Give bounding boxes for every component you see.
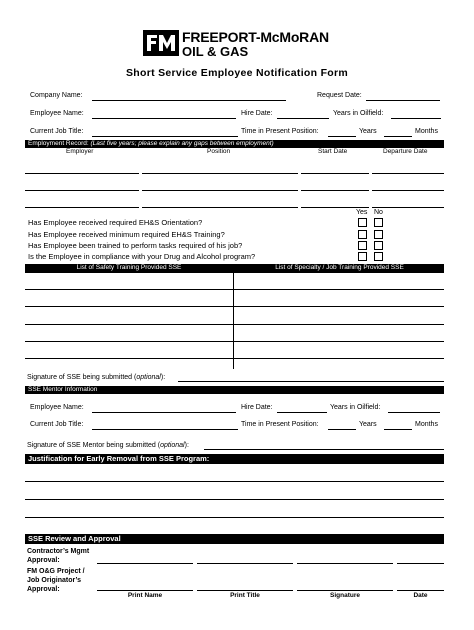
column-departure-date: Departure Date <box>383 148 428 155</box>
time-in-position-label: Time in Present Position: <box>241 128 319 135</box>
mentor-signature-field[interactable] <box>204 449 444 450</box>
employment-record-note: (Last five years; please explain any gaps between employment) <box>90 140 274 147</box>
mentor-time-months-field[interactable] <box>384 429 412 430</box>
mentor-months-label: Months <box>415 421 438 428</box>
fm-approval-label: FM O&G Project / Job Originator’s Approval: <box>27 568 85 593</box>
training-divider <box>233 273 234 369</box>
mentor-hire-date-label: Hire Date: <box>241 404 273 411</box>
column-start-date: Start Date <box>318 148 348 155</box>
column-position: Position <box>207 148 231 155</box>
safety-training-heading: List of Safety Training Provided SSE <box>76 264 182 271</box>
footer-date: Date <box>413 592 428 599</box>
no-header: No <box>374 209 383 216</box>
contractor-approval-label: Contractor’s Mgmt Approval: <box>27 548 90 564</box>
mentor-time-in-position-label: Time in Present Position: <box>241 421 319 428</box>
question-4-no-checkbox[interactable] <box>374 252 383 261</box>
question-2-no-checkbox[interactable] <box>374 230 383 239</box>
employment-record-bar <box>25 140 444 148</box>
justification-bar: Justification for Early Removal from SSE Program: <box>25 454 444 464</box>
mentor-signature-label: Signature of SSE Mentor being submitted (optional): <box>27 442 189 449</box>
question-3: Has Employee been trained to perform tasks required of his job? <box>28 241 243 250</box>
mentor-years-oilfield-label: Years in Oilfield: <box>330 404 381 411</box>
mentor-job-title-label: Current Job Title: <box>30 421 84 428</box>
mentor-bar: SSE Mentor Information <box>25 386 444 394</box>
years-oilfield-label: Years in Oilfield: <box>333 110 384 117</box>
request-date-field[interactable] <box>366 100 440 101</box>
company-logo-line2: OIL & GAS <box>182 44 249 59</box>
request-date-label: Request Date: <box>317 92 362 99</box>
years-label: Years <box>359 128 377 135</box>
review-bar: SSE Review and Approval <box>25 534 444 544</box>
company-logo-mark <box>143 30 179 56</box>
yes-header: Yes <box>356 209 368 216</box>
mentor-employee-name-label: Employee Name: <box>30 404 84 411</box>
sse-signature-label: Signature of SSE being submitted (optional): <box>27 374 166 381</box>
question-1-yes-checkbox[interactable] <box>358 218 367 227</box>
question-3-no-checkbox[interactable] <box>374 241 383 250</box>
question-4: Is the Employee in compliance with your Drug and Alcohol program? <box>28 252 256 261</box>
years-oilfield-field[interactable] <box>391 118 441 119</box>
mentor-employee-name-field[interactable] <box>92 412 236 413</box>
mentor-hire-date-field[interactable] <box>277 412 327 413</box>
question-1: Has Employee received required EH&S Orientation? <box>28 218 203 227</box>
current-job-title-field[interactable] <box>92 136 238 137</box>
time-in-position-months-field[interactable] <box>384 136 412 137</box>
question-3-yes-checkbox[interactable] <box>358 241 367 250</box>
company-name-label: Company Name: <box>30 92 83 99</box>
employee-name-field[interactable] <box>92 118 236 119</box>
company-logo-line1: FREEPORT-McMoRAN <box>182 29 329 45</box>
footer-print-title: Print Title <box>230 592 260 599</box>
mentor-years-label: Years <box>359 421 377 428</box>
training-header-bar <box>25 264 444 273</box>
hire-date-label: Hire Date: <box>241 110 273 117</box>
column-employer: Employer <box>66 148 94 155</box>
form-title: Short Service Employee Notification Form <box>125 67 349 79</box>
footer-print-name: Print Name <box>127 592 163 599</box>
mentor-years-oilfield-field[interactable] <box>388 412 440 413</box>
footer-signature: Signature <box>330 592 360 599</box>
company-name-field[interactable] <box>92 100 286 101</box>
specialty-training-heading: List of Specialty / Job Training Provided SSE <box>275 264 404 271</box>
question-2-yes-checkbox[interactable] <box>358 230 367 239</box>
hire-date-field[interactable] <box>277 118 329 119</box>
mentor-job-title-field[interactable] <box>92 429 238 430</box>
employment-record-heading: Employment Record: <box>28 140 89 147</box>
sse-signature-field[interactable] <box>178 381 444 382</box>
question-1-no-checkbox[interactable] <box>374 218 383 227</box>
question-2: Has Employee received minimum required EH&S Training? <box>28 230 225 239</box>
question-4-yes-checkbox[interactable] <box>358 252 367 261</box>
employee-name-label: Employee Name: <box>30 110 84 117</box>
months-label: Months <box>415 128 438 135</box>
mentor-time-years-field[interactable] <box>328 429 356 430</box>
time-in-position-years-field[interactable] <box>328 136 356 137</box>
current-job-title-label: Current Job Title: <box>30 128 84 135</box>
